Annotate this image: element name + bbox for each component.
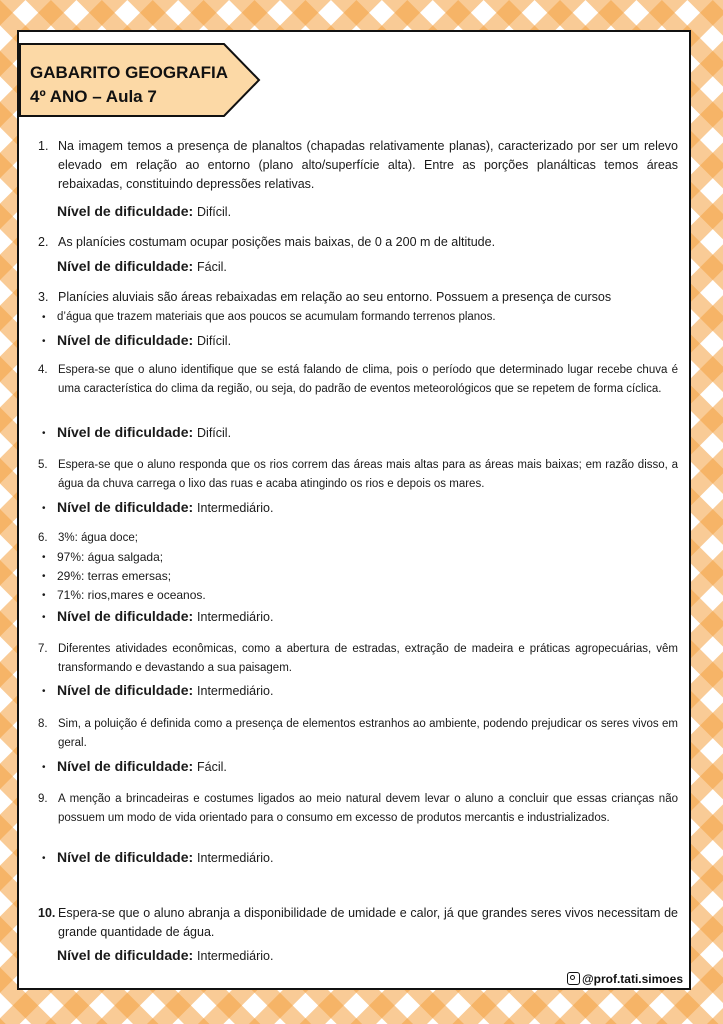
bullet-icon: •	[42, 336, 46, 347]
bullet-icon: •	[42, 312, 46, 323]
question-4: 4. Espera-se que o aluno identifique que se está falando de clima, pois o período que determinado lugar recebe chuva é uma característica do clima da região, ou seja, do padrão de eventos meteorológicos que se repetem de forma cíclica.	[38, 364, 678, 395]
level-7: Nível de dificuldade: Intermediário.	[57, 682, 274, 698]
bullet-icon: •	[42, 686, 46, 697]
question-8: 8. Sim, a poluição é definida como a presença de elementos estranhos ao ambiente, podendo prejudicar os seres vivos em geral.	[38, 718, 678, 749]
bullet-icon: •	[42, 552, 46, 563]
list-item: 71%: rios,mares e oceanos.	[57, 588, 206, 602]
instagram-icon	[567, 972, 580, 985]
question-2: 2. As planícies costumam ocupar posições mais baixas, de 0 a 200 m de altitude.	[38, 235, 496, 249]
question-5: 5. Espera-se que o aluno responda que os rios correm das áreas mais altas para as áreas mais baixas; em razão disso, a água da chuva carrega o lixo das ruas e acaba atingindo os rios e depois os mares.	[38, 459, 678, 490]
level-3: Nível de dificuldade: Difícil.	[57, 332, 232, 348]
bullet-icon: •	[42, 853, 46, 864]
level-1: Nível de dificuldade: Difícil.	[57, 203, 232, 219]
question-3-line-2: d’água que trazem materiais que aos poucos se acumulam formando terrenos planos.	[57, 311, 496, 323]
bullet-icon: •	[42, 571, 46, 582]
question-6: 6. 3%: água doce;	[38, 532, 138, 544]
page-title	[30, 61, 228, 109]
list-item: 97%: água salgada;	[57, 550, 164, 564]
question-10: 10. Espera-se que o aluno abranja a disponibilidade de umidade e calor, já que grandes seres vivos necessitam de grande quantidade de água.	[38, 906, 678, 939]
level-9: Nível de dificuldade: Intermediário.	[57, 849, 274, 865]
bullet-icon: •	[42, 762, 46, 773]
list-item: 29%: terras emersas;	[57, 569, 172, 583]
bullet-icon: •	[42, 590, 46, 601]
question-1: 1. Na imagem temos a presença de planaltos (chapadas relativamente planas), caracterizado por ser um relevo elevado em relação ao entorno (plano alto/superfície alta). Entre as porções planálticas temos áreas rebaixadas, constituindo depressões relativas.	[38, 139, 678, 191]
title-line-1: GABARITO GEOGRAFIA	[30, 63, 229, 82]
level-10: Nível de dificuldade: Intermediário.	[57, 947, 274, 963]
level-8: Nível de dificuldade: Fácil.	[57, 758, 227, 774]
level-6: Nível de dificuldade: Intermediário.	[57, 608, 274, 624]
bullet-icon: •	[42, 428, 46, 439]
title-line-2: 4º ANO – Aula 7	[30, 87, 157, 106]
level-4: Nível de dificuldade: Difícil.	[57, 424, 232, 440]
bullet-icon: •	[42, 612, 46, 623]
author-handle: @prof.tati.simoes	[567, 972, 683, 986]
level-5: Nível de dificuldade: Intermediário.	[57, 499, 274, 515]
level-2: Nível de dificuldade: Fácil.	[57, 258, 227, 274]
question-9: 9. A menção a brincadeiras e costumes ligados ao meio natural devem levar o aluno a concluir que essas crianças não possuem um modo de vida orientado para o consumo em excesso de produtos mercantis e industrializados.	[38, 793, 678, 824]
question-7: 7. Diferentes atividades econômicas, como a abertura de estradas, extração de madeira e práticas agropecuárias, vêm transformando e devastando a sua paisagem.	[38, 643, 678, 674]
bullet-icon: •	[42, 503, 46, 514]
question-3: 3. Planícies aluviais são áreas rebaixadas em relação ao seu entorno. Possuem a presença de cursos	[38, 290, 612, 304]
